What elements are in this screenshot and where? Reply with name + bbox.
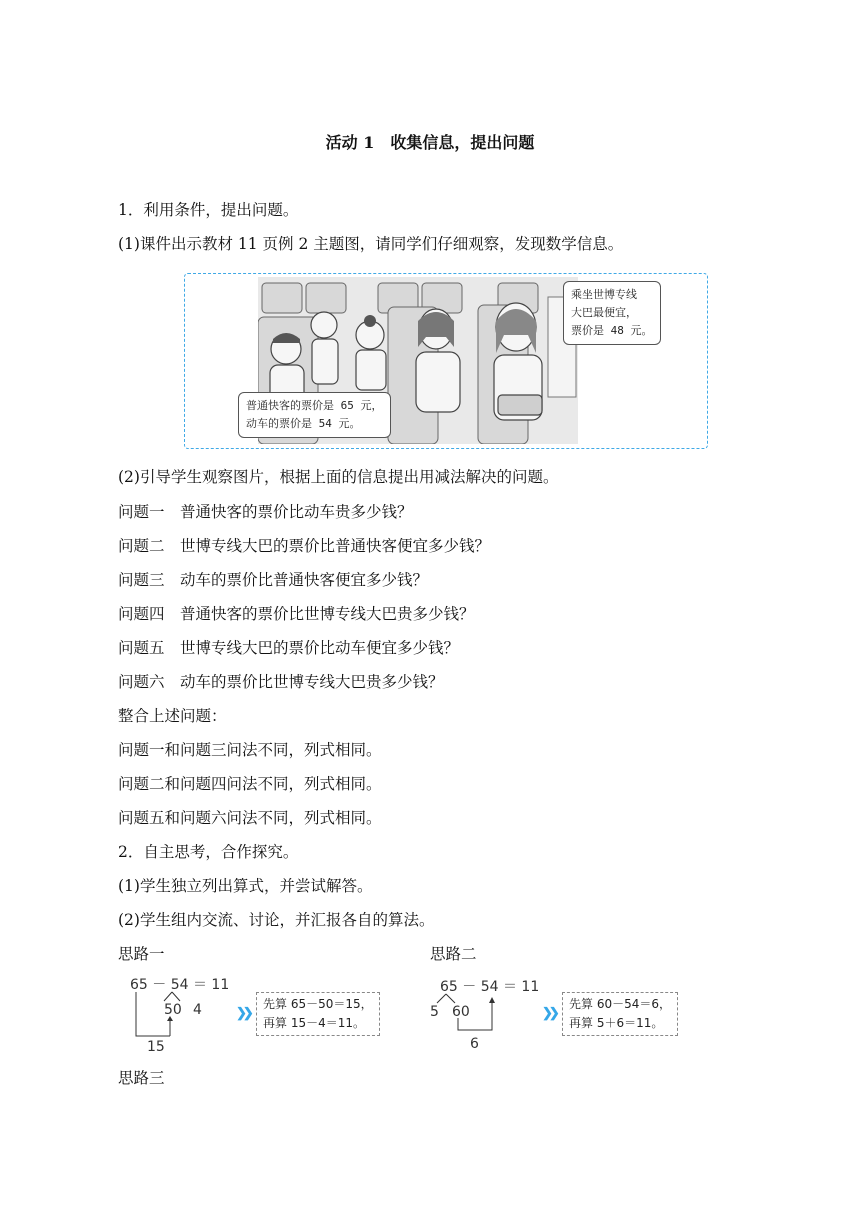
calc-line: 再算 15－4＝11。	[263, 1016, 365, 1030]
summary-3: 问题五和问题六问法不同，列式相同。	[118, 809, 382, 827]
summary-2: 问题二和问题四问法不同，列式相同。	[118, 775, 382, 793]
section2-step2: (2)学生组内交流、讨论，并汇报各自的算法。	[118, 911, 435, 929]
approach1-sub-result: 15	[147, 1039, 165, 1055]
approach2-split-b: 60	[452, 1004, 470, 1020]
section1-heading: 1．利用条件，提出问题。	[118, 201, 299, 219]
speech-bubble-bus-price	[563, 281, 661, 345]
summary-heading: 整合上述问题：	[118, 707, 227, 725]
approach1-label: 思路一	[118, 945, 165, 963]
question-6: 问题六 动车的票价比世博专线大巴贵多少钱？	[118, 673, 444, 691]
approach2-equation: 65 － 54 ＝ 11	[440, 979, 540, 995]
question-3: 问题三 动车的票价比普通快客便宜多少钱？	[118, 571, 429, 589]
question-5: 问题五 世博专线大巴的票价比动车便宜多少钱？	[118, 639, 460, 657]
bubble-text: 票价是 48 元。	[571, 324, 653, 337]
approach2-label: 思路二	[430, 945, 477, 963]
approach1-calc-box	[256, 992, 380, 1036]
question-1: 问题一 普通快客的票价比动车贵多少钱？	[118, 503, 413, 521]
bubble-text: 动车的票价是 54 元。	[246, 417, 361, 430]
question-4: 问题四 普通快客的票价比世博专线大巴贵多少钱？	[118, 605, 475, 623]
bubble-text: 大巴最便宜，	[571, 306, 637, 319]
section2-heading: 2．自主思考，合作探究。	[118, 843, 299, 861]
double-chevron-right-icon: ❯❯	[542, 1006, 556, 1021]
approach1-split-a: 50	[164, 1002, 182, 1018]
approach3-label: 思路三	[118, 1069, 165, 1087]
page-title: 活动 1 收集信息，提出问题	[325, 133, 535, 152]
approach2-calc-box	[562, 992, 678, 1036]
approach2-split-a: 5	[430, 1004, 439, 1020]
speech-bubble-ticket-prices	[238, 392, 391, 438]
approach1-equation: 65 － 54 ＝ 11	[130, 977, 230, 993]
calc-line: 先算 65－50＝15，	[263, 997, 373, 1011]
section1-step2: (2)引导学生观察图片，根据上面的信息提出用减法解决的问题。	[118, 468, 559, 486]
double-chevron-right-icon: ❯❯	[236, 1006, 250, 1021]
approach1-split-b: 4	[193, 1002, 202, 1018]
calc-line: 再算 5＋6＝11。	[569, 1016, 664, 1030]
section1-step1: (1)课件出示教材 11 页例 2 主题图，请同学们仔细观察，发现数学信息。	[118, 235, 624, 253]
bubble-text: 普通快客的票价是 65 元，	[246, 399, 383, 412]
bubble-text: 乘坐世博专线	[571, 288, 637, 301]
question-2: 问题二 世博专线大巴的票价比普通快客便宜多少钱？	[118, 537, 491, 555]
summary-1: 问题一和问题三问法不同，列式相同。	[118, 741, 382, 759]
calc-line: 先算 60－54＝6，	[569, 997, 671, 1011]
section2-step1: (1)学生独立列出算式，并尝试解答。	[118, 877, 373, 895]
approach2-sub-result: 6	[470, 1036, 479, 1052]
